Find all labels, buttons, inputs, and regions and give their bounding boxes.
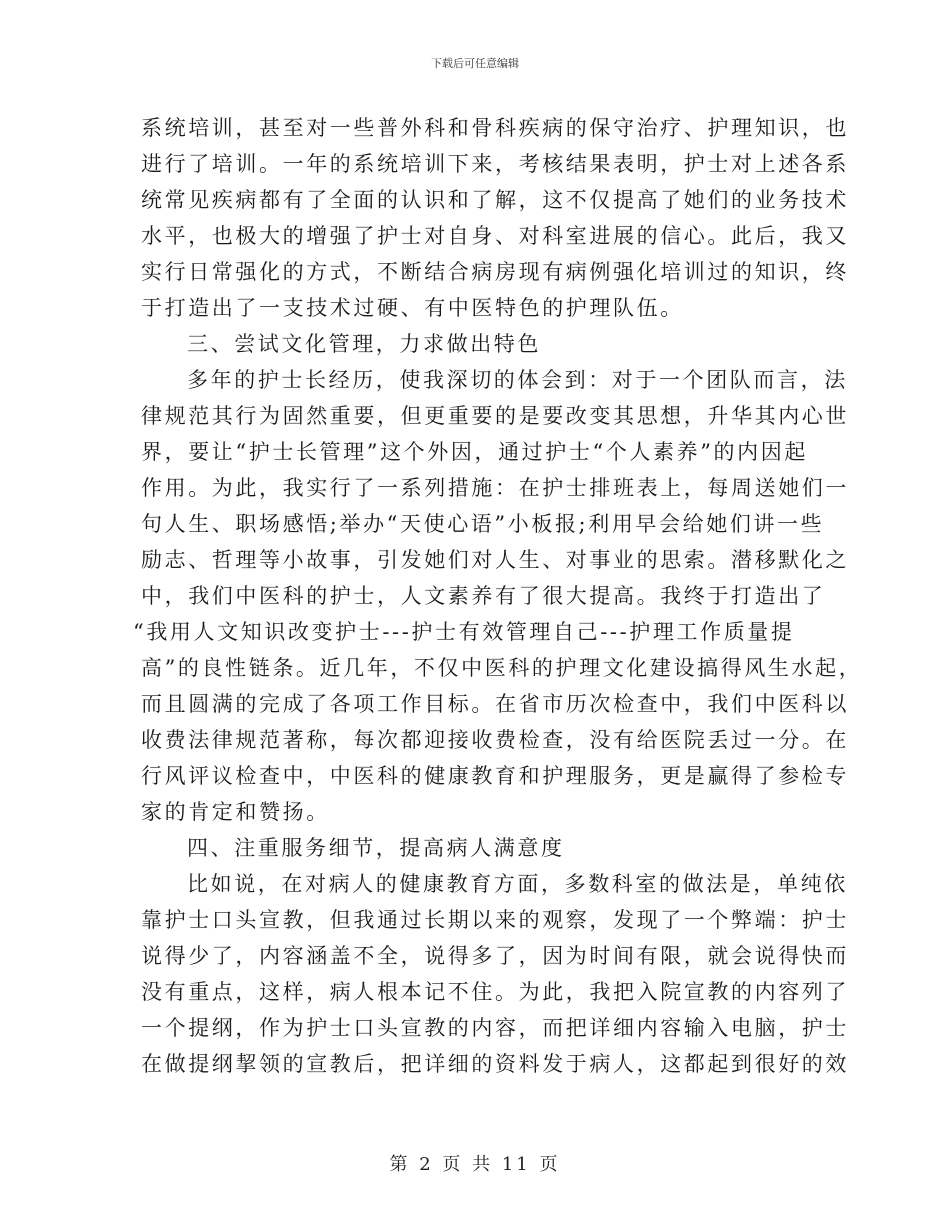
text-line-19: 行风评议检查中，中医科的健康教育和护理服务，更是赢得了参检专 bbox=[141, 764, 849, 788]
text-line-22: 比如说，在对病人的健康教育方面，多数科室的做法是，单纯依 bbox=[187, 872, 848, 896]
text-line-14: 中，我们中医科的护士，人文素养有了很大提高。我终于打造出了 bbox=[141, 584, 826, 608]
text-line-13: 励志、哲理等小故事，引发她们对人生、对事业的思索。潜移默化之 bbox=[141, 548, 849, 572]
text-line-11: 作用。为此，我实行了一系列措施：在护士排班表上，每周送她们一 bbox=[141, 476, 849, 500]
section-heading-4: 四、注重服务细节，提高病人满意度 bbox=[187, 836, 565, 860]
text-line-3: 统常见疾病都有了全面的认识和了解，这不仅提高了她们的业务技术 bbox=[141, 188, 849, 212]
section-heading-3: 三、尝试文化管理，力求做出特色 bbox=[187, 332, 541, 356]
text-line-25: 没有重点，这样，病人根本记不住。为此，我把入院宣教的内容列了 bbox=[141, 980, 849, 1004]
text-line-26: 一个提纲，作为护士口头宣教的内容，而把详细内容输入电脑，护士 bbox=[141, 1016, 849, 1040]
text-line-4: 水平，也极大的增强了护士对自身、对科室进展的信心。此后，我又 bbox=[141, 224, 849, 248]
text-line-12: 句人生、职场感悟;举办“天使心语”小板报;利用早会给她们讲一些 bbox=[141, 512, 825, 536]
text-line-23: 靠护士口头宣教，但我通过长期以来的观察，发现了一个弊端：护士 bbox=[141, 908, 849, 932]
document-body bbox=[133, 110, 863, 1082]
text-line-15: “我用人文知识改变护士---护士有效管理自己---护理工作质量提 bbox=[133, 620, 795, 644]
text-line-16: 高”的良性链条。近几年，不仅中医科的护理文化建设搞得风生水起， bbox=[141, 656, 863, 680]
text-line-17: 而且圆满的完成了各项工作目标。在省市历次检查中，我们中医科以 bbox=[141, 692, 849, 716]
text-line-2: 进行了培训。一年的系统培训下来，考核结果表明，护士对上述各系 bbox=[141, 152, 849, 176]
text-line-10: 界，要让“护士长管理”这个外因，通过护士“个人素养”的内因起 bbox=[141, 440, 808, 464]
text-line-24: 说得少了，内容涵盖不全，说得多了，因为时间有限，就会说得快而 bbox=[141, 944, 849, 968]
text-line-8: 多年的护士长经历，使我深切的体会到：对于一个团队而言，法 bbox=[187, 368, 848, 392]
text-line-27: 在做提纲挈领的宣教后，把详细的资料发于病人，这都起到很好的效 bbox=[141, 1052, 849, 1076]
text-line-1: 系统培训，甚至对一些普外科和骨科疾病的保守治疗、护理知识，也 bbox=[141, 116, 849, 140]
text-line-5: 实行日常强化的方式，不断结合病房现有病例强化培训过的知识，终 bbox=[141, 260, 849, 284]
page-number-footer: 第 2 页 共 11 页 bbox=[389, 1154, 561, 1175]
text-line-9: 律规范其行为固然重要，但更重要的是要改变其思想，升华其内心世 bbox=[141, 404, 849, 428]
page-header: 下载后可任意编辑 bbox=[431, 57, 519, 70]
text-line-20: 家的肯定和赞扬。 bbox=[141, 800, 330, 824]
text-line-6: 于打造出了一支技术过硬、有中医特色的护理队伍。 bbox=[141, 296, 684, 320]
text-line-18: 收费法律规范著称，每次都迎接收费检查，没有给医院丢过一分。在 bbox=[141, 728, 849, 752]
